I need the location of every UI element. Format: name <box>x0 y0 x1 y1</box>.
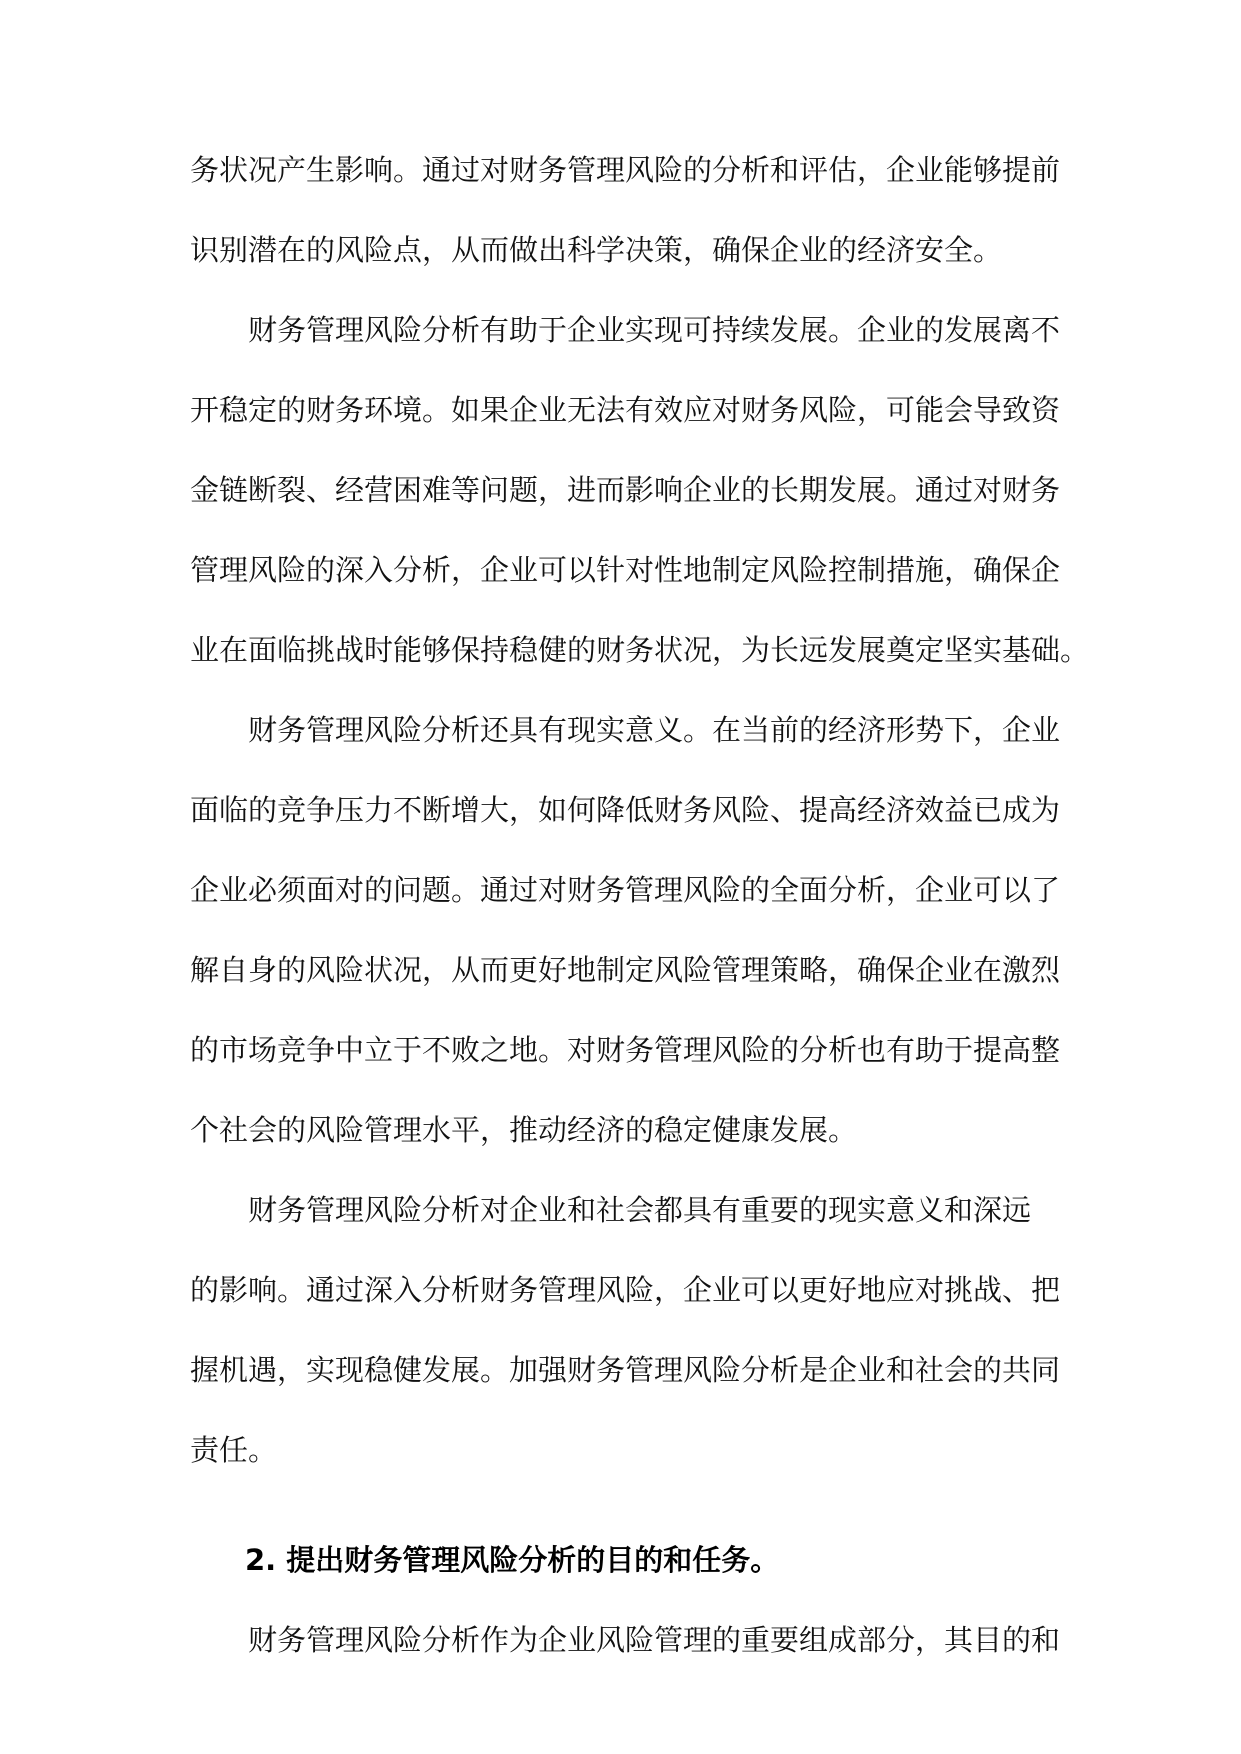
paragraph-line: 面临的竞争压力不断增大，如何降低财务风险、提高经济效益已成为 <box>190 793 1061 827</box>
paragraph-line: 管理风险的深入分析，企业可以针对性地制定风险控制措施，确保企 <box>190 553 1061 587</box>
paragraph-line: 财务管理风险分析还具有现实意义。在当前的经济形势下，企业 <box>248 713 1061 747</box>
paragraph-line: 财务管理风险分析对企业和社会都具有重要的现实意义和深远 <box>248 1193 1032 1227</box>
paragraph-line: 财务管理风险分析作为企业风险管理的重要组成部分，其目的和 <box>248 1623 1061 1657</box>
paragraph-line: 的市场竞争中立于不败之地。对财务管理风险的分析也有助于提高整 <box>190 1033 1061 1067</box>
paragraph-line: 财务管理风险分析有助于企业实现可持续发展。企业的发展离不 <box>248 313 1061 347</box>
paragraph-line: 的影响。通过深入分析财务管理风险，企业可以更好地应对挑战、把 <box>190 1273 1061 1307</box>
section-heading: 2. 提出财务管理风险分析的目的和任务。 <box>245 1543 780 1577</box>
paragraph-line: 责任。 <box>190 1433 278 1467</box>
paragraph-line: 金链断裂、经营困难等问题，进而影响企业的长期发展。通过对财务 <box>190 473 1061 507</box>
paragraph-line: 个社会的风险管理水平，推动经济的稳定健康发展。 <box>190 1113 858 1147</box>
paragraph-line: 识别潜在的风险点，从而做出科学决策，确保企业的经济安全。 <box>190 233 1003 267</box>
paragraph-line: 业在面临挑战时能够保持稳健的财务状况，为长远发展奠定坚实基础。 <box>190 633 1090 667</box>
paragraph-line: 开稳定的财务环境。如果企业无法有效应对财务风险，可能会导致资 <box>190 393 1061 427</box>
paragraph-line: 解自身的风险状况，从而更好地制定风险管理策略，确保企业在激烈 <box>190 953 1061 987</box>
paragraph-line: 务状况产生影响。通过对财务管理风险的分析和评估，企业能够提前 <box>190 153 1061 187</box>
paragraph-line: 握机遇，实现稳健发展。加强财务管理风险分析是企业和社会的共同 <box>190 1353 1061 1387</box>
paragraph-line: 企业必须面对的问题。通过对财务管理风险的全面分析，企业可以了 <box>190 873 1061 907</box>
